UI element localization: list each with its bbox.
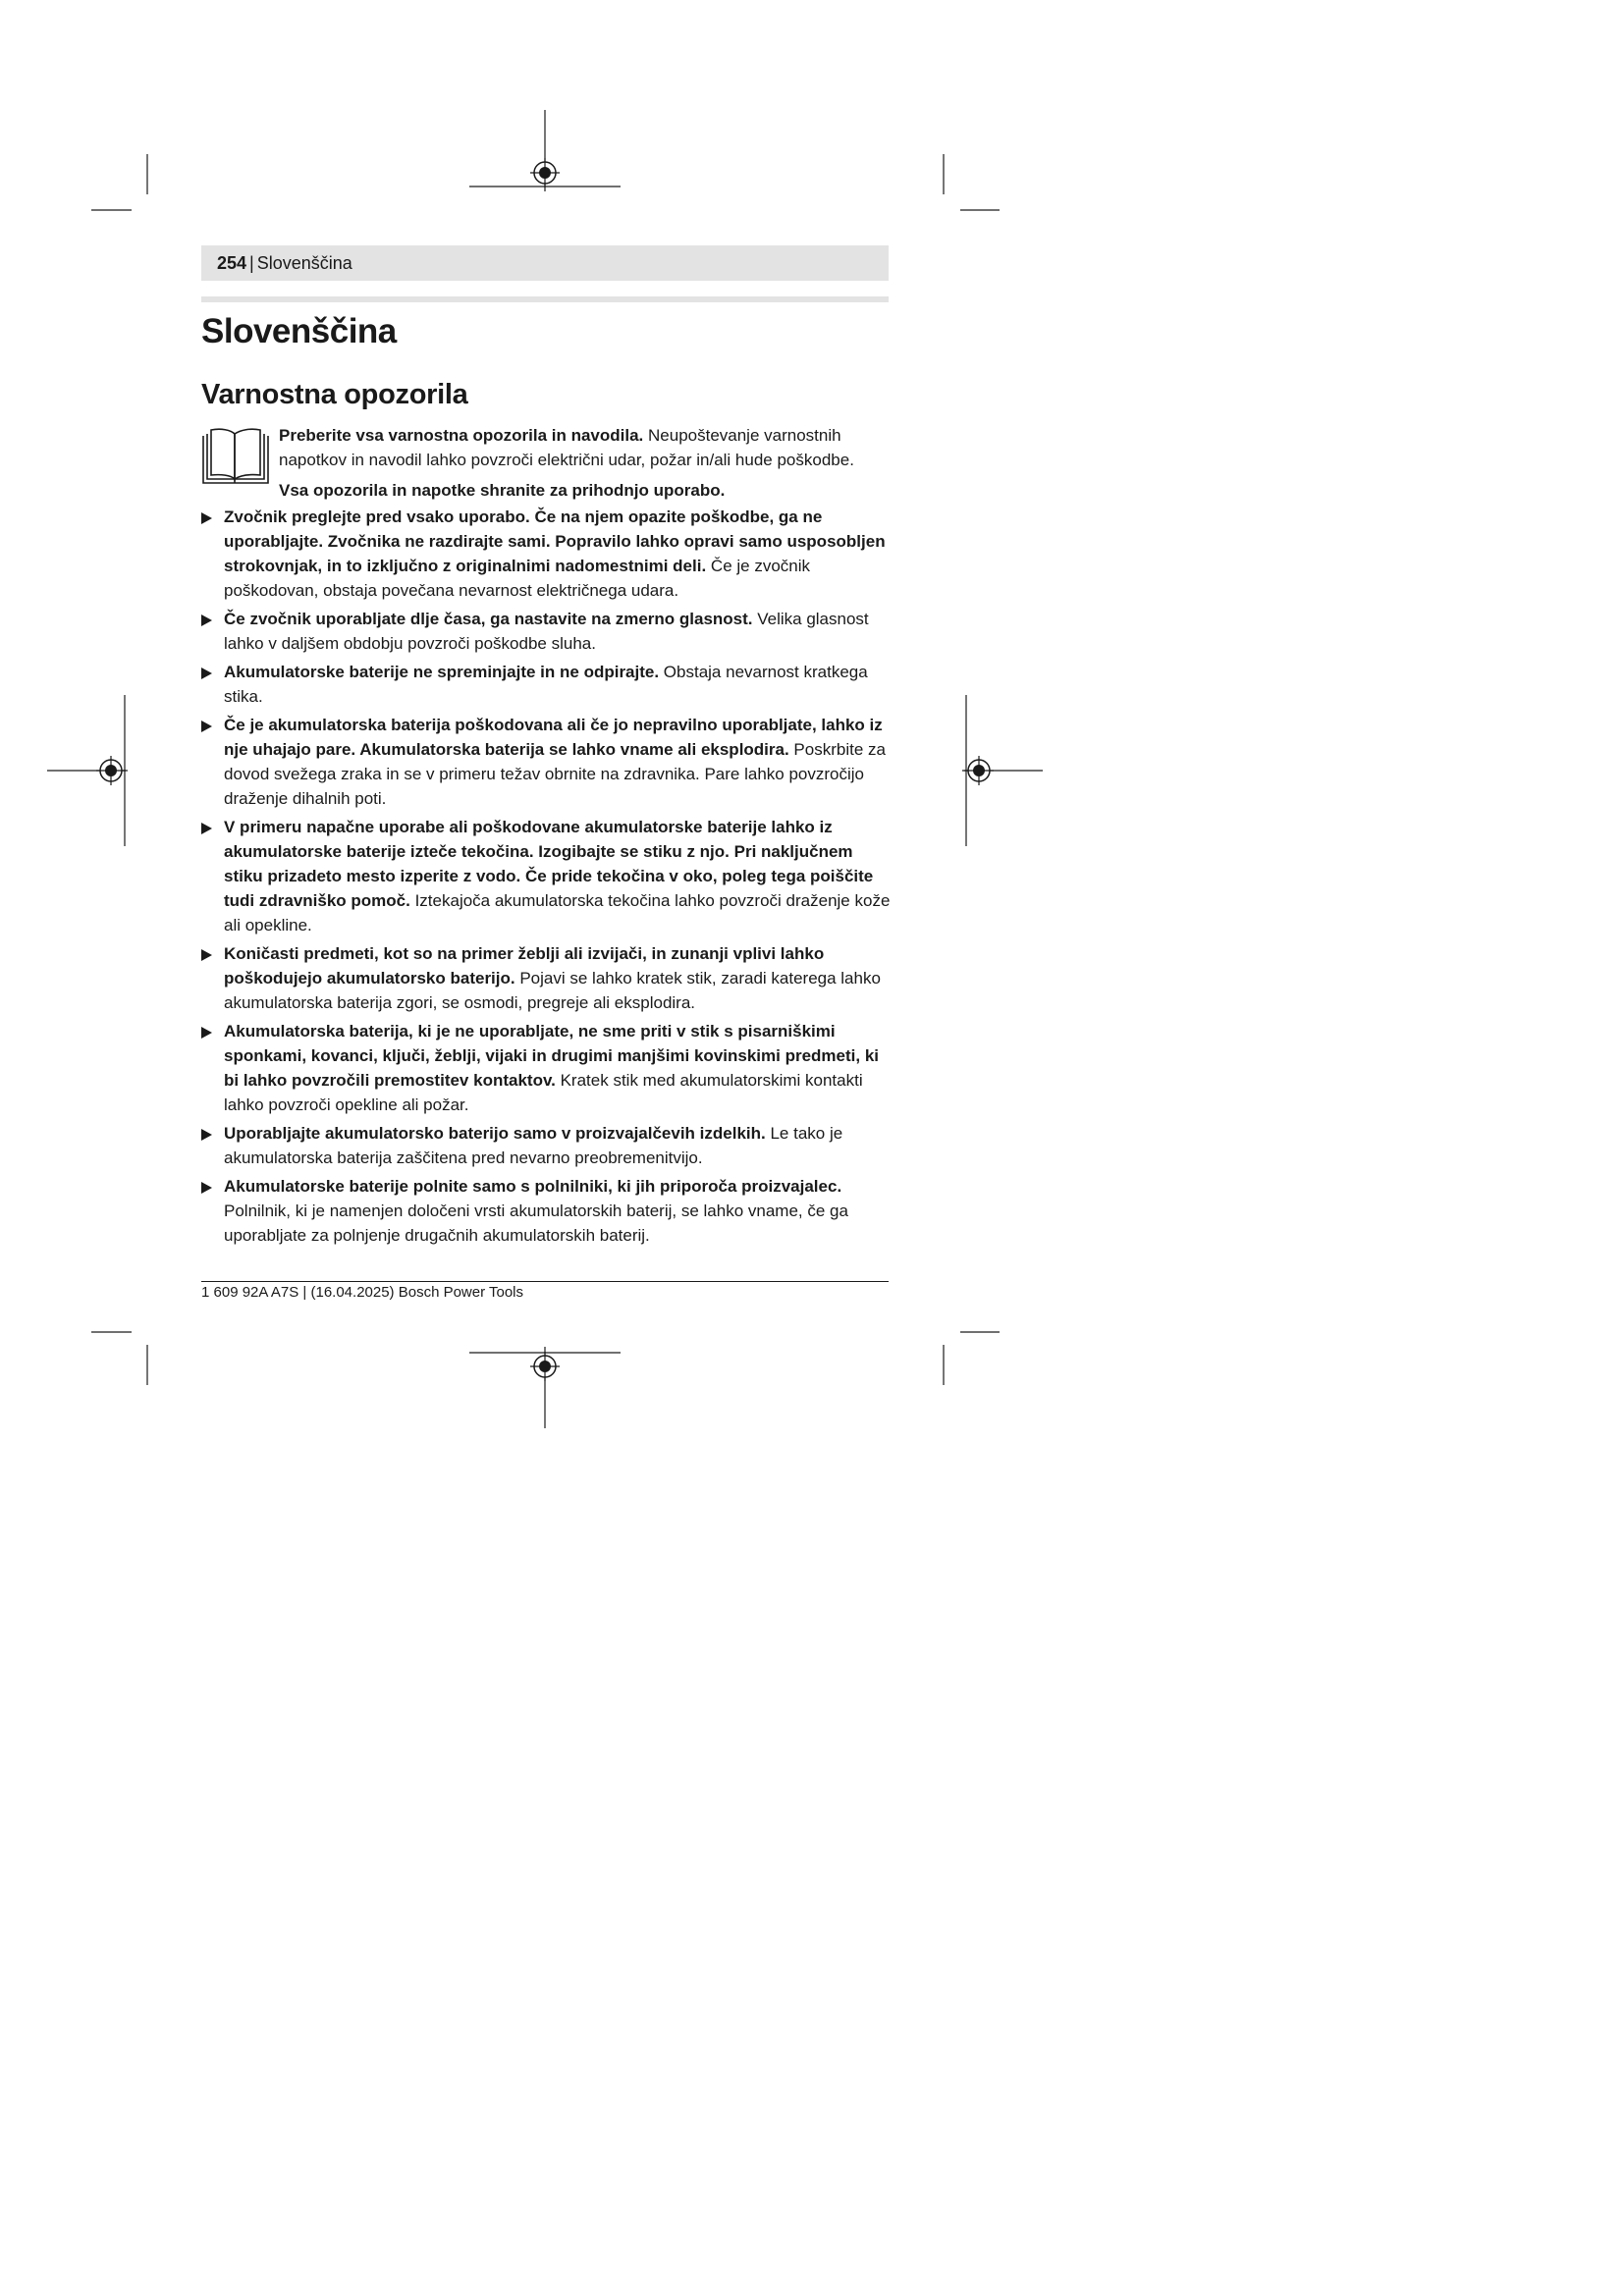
warning-text: Poskrbite za dovod svežega zraka in se v primeru težav obrnite na zdravnika. Pare lahko povzročijo draženje dihalnih poti. [224,740,886,808]
registration-mark-icon [964,756,994,785]
intro-block [279,423,893,503]
page-header [201,245,889,281]
triangle-bullet-icon [201,1182,212,1194]
intro-keep: Vsa opozorila in napotke shranite za prihodnjo uporabo. [279,481,726,500]
warning-text: Le tako je akumulatorska baterija zaščitena pred nevarno preobremenitvijo. [224,1124,843,1167]
warning-list [201,505,894,1252]
section-title: Varnostna opozorila [201,379,468,410]
intro-paragraph [279,478,893,503]
warning-item [201,505,894,603]
warning-text: Velika glasnost lahko v daljšem obdobju povzroči poškodbe sluha. [224,610,869,653]
triangle-bullet-icon [201,949,212,961]
warning-item [201,1121,894,1170]
page-title: Slovenščina [201,312,397,350]
warning-text: Pojavi se lahko kratek stik, zaradi katerega lahko akumulatorska baterija zgori, se osmodi, pregreje ali eksplodira. [224,969,881,1012]
warning-item [201,713,894,811]
triangle-bullet-icon [201,512,212,524]
warning-bold: Akumulatorska baterija, ki je ne uporabljate, ne sme priti v stik s pisarniškimi sponkami, kovanci, ključi, žeblji, vijaki in drugimi manjšimi kovinskimi predmeti, ki bi lahko povzročili premostitev kontaktov. [224,1022,879,1090]
triangle-bullet-icon [201,1027,212,1039]
intro-bold: Preberite vsa varnostna opozorila in navodila. [279,426,644,445]
warning-item [201,941,894,1015]
warning-text: Iztekajoča akumulatorska tekočina lahko povzroči draženje kože ali opekline. [224,891,891,934]
warning-item [201,660,894,709]
header-section: Slovenščina [256,252,352,273]
warning-bold: V primeru napačne uporabe ali poškodovane akumulatorske baterije lahko iz akumulatorske baterije izteče tekočina. Izogibajte se stiku z njo. Pri naključnem stiku prizadeto mesto izperite z vodo. Če pride tekočina v oko, poleg tega poiščite tudi zdravniško pomoč. [224,818,874,910]
triangle-bullet-icon [201,667,212,679]
page-number: 254 [217,252,247,273]
warning-bold: Če zvočnik uporabljate dlje časa, ga nastavite na zmerno glasnost. [224,610,753,628]
intro-paragraph [279,423,893,472]
warning-bold: Koničasti predmeti, kot so na primer žeblji ali izvijači, in zunanji vplivi lahko poškodujejo akumulatorsko baterijo. [224,944,825,988]
triangle-bullet-icon [201,823,212,834]
warning-bold: Če je akumulatorska baterija poškodovana ali če jo nepravilno uporabljate, lahko iz nje uhajajo pare. Akumulatorska baterija se lahko vname ali eksplodira. [224,716,883,759]
registration-mark-icon [530,158,560,187]
warning-text: Polnilnik, ki je namenjen določeni vrsti akumulatorskih baterij, se lahko vname, če ga uporabljate za polnjenje drugačnih akumulatorskih baterij. [224,1201,848,1245]
warning-item [201,1174,894,1248]
header-rule [201,296,889,302]
intro-text: Neupoštevanje varnostnih napotkov in navodil lahko povzroči električni udar, požar in/ali hude poškodbe. [279,426,854,469]
header-separator: | [249,252,254,273]
triangle-bullet-icon [201,721,212,732]
warning-bold: Akumulatorske baterije ne spreminjajte in ne odpirajte. [224,663,660,681]
warning-item [201,607,894,656]
read-manual-icon [201,426,270,487]
registration-mark-icon [96,756,126,785]
warning-item [201,815,894,937]
warning-text: Če je zvočnik poškodovan, obstaja povečana nevarnost električnega udara. [224,557,811,600]
warning-bold: Uporabljajte akumulatorsko baterijo samo v proizvajalčevih izdelkih. [224,1124,766,1143]
triangle-bullet-icon [201,614,212,626]
registration-mark-icon [530,1352,560,1381]
warning-text: Obstaja nevarnost kratkega stika. [224,663,868,706]
warning-item [201,1019,894,1117]
page-footer: 1 609 92A A7S | (16.04.2025) Bosch Power Tools [201,1284,524,1301]
warning-bold: Akumulatorske baterije polnite samo s polnilniki, ki jih priporoča proizvajalec. [224,1177,842,1196]
warning-text: Kratek stik med akumulatorskimi kontakti lahko povzroči opekline ali požar. [224,1071,863,1114]
footer-rule [201,1281,889,1282]
triangle-bullet-icon [201,1129,212,1141]
warning-bold: Zvočnik preglejte pred vsako uporabo. Če na njem opazite poškodbe, ga ne uporabljajte. Zvočnika ne razdirajte sami. Popravilo lahko opravi samo usposobljen strokovnjak, in to izključno z originalnimi nadomestnimi deli. [224,507,886,575]
